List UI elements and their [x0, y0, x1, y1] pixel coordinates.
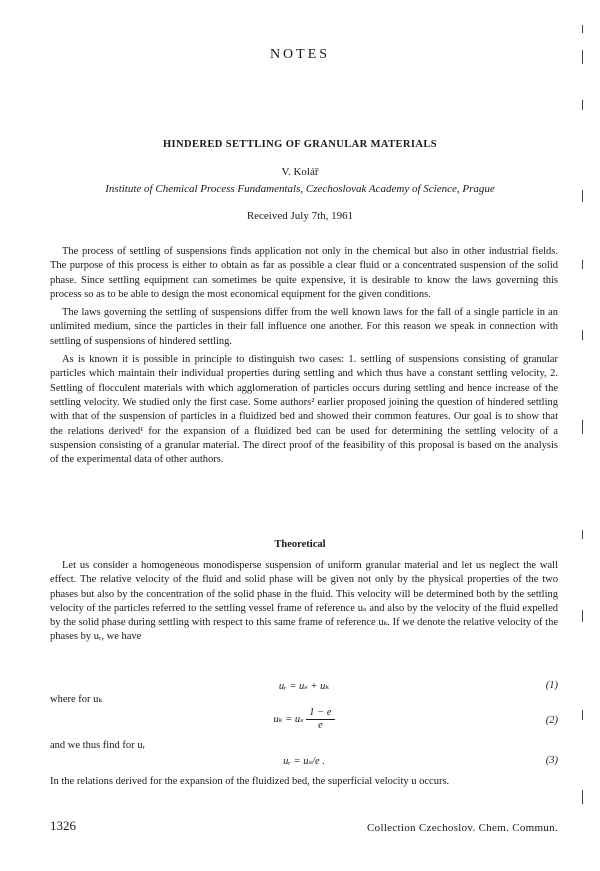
equation-1: [50, 680, 558, 702]
journal-name: Collection Czechoslov. Chem. Commun.: [367, 822, 558, 834]
article-title: HINDERED SETTLING OF GRANULAR MATERIALS: [162, 139, 438, 150]
page-number: 1326: [50, 818, 76, 833]
received-date: Received July 7th, 1961: [246, 210, 354, 222]
fraction-numerator: 1 − e: [306, 707, 334, 720]
paragraph: As is known it is possible in principle to distinguish two cases: 1. settling of suspensions consisting of granular particles which maintain their individual properties during settling and which thus have a constant settling velocity, 2. Settling of flocculent materials with which agglomeration of particles occurs during settling and hence increase of the settling velocity. We studied only the first case. Some authors² earlier proposed joining the question of hindered settling with that of the suspension of particles in a fluidized bed and showed their common features. Our goal is to show that the relations derived¹ for the expansion of a fluidized bed can be used for determining the settling velocity of a suspension consisting of a granular material. The direct proof of the feasibility of this proposal is based on the analysis of the experimental data of other authors.: [50, 354, 558, 466]
equation-fraction: [306, 707, 334, 732]
section-header: NOTES: [269, 47, 331, 62]
equation-body: uᵣ = uₛ + uₖ: [278, 681, 330, 692]
section-heading-theoretical: Theoretical: [274, 539, 326, 550]
paragraph: The laws governing the settling of suspensions differ from the well known laws for the fall of a single particle in an unlimited medium, since the particles in their fall influence one another. For this reason we speak in connection with settling of suspensions of hindered settling.: [50, 307, 558, 347]
equation-2: [50, 707, 558, 737]
closing-sentence: In the relations derived for the expansion of the fluidized bed, the superficial velocity u occurs.: [50, 776, 450, 787]
equation-number: (1): [545, 680, 558, 691]
intro-section: [50, 245, 558, 471]
article-author: V. Kolář: [281, 166, 319, 178]
equation-lead: where for uₖ: [50, 694, 103, 705]
equation-body: [50, 707, 558, 732]
scan-edge-marks: [582, 10, 586, 860]
paragraph: The process of settling of suspensions finds application not only in the chemical but also in other industrial fields. The purpose of this process is either to obtain as far as possible a clear fluid or a concentrated suspension of the solid phase. Since settling equipment can sometimes be quite expensive, it is desirable to know the laws governing this process so as to be able to design the most economical equipment for the given conditions.: [50, 246, 558, 300]
equation-number: (3): [545, 755, 558, 766]
equation-lhs: uₖ = uₛ: [273, 713, 304, 725]
equation-body: uᵣ = uₛ/e .: [283, 756, 325, 767]
theoretical-section: [50, 559, 558, 649]
fraction-denominator: e: [318, 720, 323, 731]
equation-3: [50, 755, 558, 777]
paragraph: Let us consider a homogeneous monodisperse suspension of uniform granular material and let us neglect the wall effect. The relative velocity of the fluid and solid phase will be given not only by the physical properties of the two phases but also by the concentration of the solid phase in the fluid. This velocity will be determined both by the settling velocity of the particles referred to the settling vessel frame of reference uₛ and also by the velocity of the fluid expelled by the solid phase during settling with respect to this same frame of reference uₖ. If we denote the relative velocity of the phases by uᵣ, we have: [50, 560, 558, 643]
article-affiliation: Institute of Chemical Process Fundamentals, Czechoslovak Academy of Science, Prague: [105, 183, 495, 195]
equation-number: (2): [545, 715, 558, 726]
equation-lead: and we thus find for uᵣ: [50, 740, 145, 751]
